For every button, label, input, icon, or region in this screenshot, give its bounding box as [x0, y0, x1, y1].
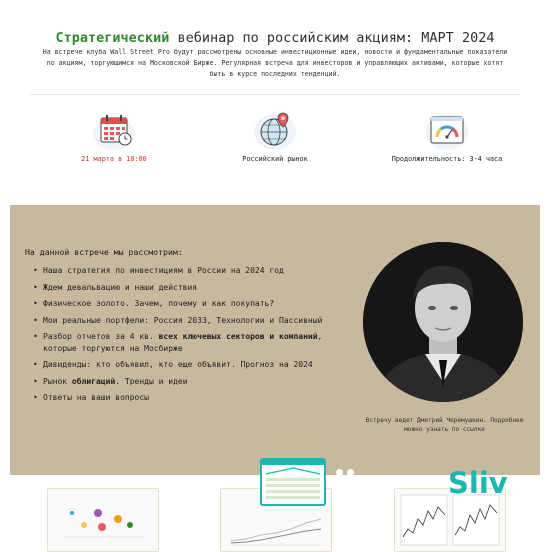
- list-item: • Ответы на ваши вопросы: [33, 392, 343, 404]
- title-accent: Стратегический: [55, 30, 170, 46]
- list-item: • Физическое золото. Зачем, почему и как покупать?: [33, 298, 343, 310]
- title-rest: вебинар по российским акциям: МАРТ 2024: [177, 30, 495, 46]
- feature-date: [44, 108, 184, 163]
- list-item: • Рынок облигаций. Тренды и идеи: [33, 376, 343, 388]
- bold-text: всех ключевых секторов и компаний: [158, 332, 318, 341]
- watermark-doc-icon: [260, 458, 326, 510]
- page-title: [0, 30, 550, 46]
- feature-market-label: Российский рынок: [242, 155, 308, 163]
- bold-text: облигаций: [71, 376, 116, 386]
- gauge-icon: [425, 108, 469, 152]
- list-item: • Наша стратегия по инвестициям в России на 2024 год: [33, 265, 343, 277]
- watermark-logo: Sliv: [448, 466, 508, 500]
- feature-market: [205, 108, 345, 163]
- calendar-icon: [92, 108, 136, 152]
- globe-pin-icon: [253, 108, 297, 152]
- list-item: • Ждем девальвацию и наши действия: [33, 282, 343, 294]
- feature-duration-label: Продолжительность: 3-4 часа: [391, 155, 503, 163]
- carousel-dots: [336, 469, 354, 476]
- carousel-dot[interactable]: [336, 469, 343, 476]
- feature-duration: [377, 108, 517, 163]
- feature-date-label: 21 марта в 18:00: [81, 155, 147, 163]
- list-item: • Дивиденды: кто объявил, кто еще объявит. Прогноз на 2024: [33, 359, 343, 371]
- list-item: • Разбор отчетов за 4 кв. всех ключевых секторов и компаний, которые торгуются на Мосбирже: [33, 331, 343, 354]
- speaker-caption: Встречу ведет Дмитрий Черемушкин. Подробнее можно узнать по ссылке: [365, 417, 524, 433]
- carousel-dot[interactable]: [347, 469, 354, 476]
- intro-text: На встрече клуба Wall Street Pro будут рассмотрены основные инвестиционные идеи, новости и фундаментальные показатели по акциям, торгующимся на Московской Бирже. Регулярная встреча для инвесторов и управляющих активами, которые хотят быть в курсе последних тенденций.: [42, 48, 508, 78]
- agenda-list: [33, 265, 343, 409]
- list-item: • Мои реальные портфели: Россия 2033, Технологии и Пассивный: [33, 315, 343, 327]
- agenda-intro: На данной встрече мы рассмотрим:: [25, 247, 183, 257]
- speaker-photo: [363, 242, 523, 402]
- divider: [30, 94, 520, 95]
- thumbnail-1[interactable]: [47, 488, 159, 552]
